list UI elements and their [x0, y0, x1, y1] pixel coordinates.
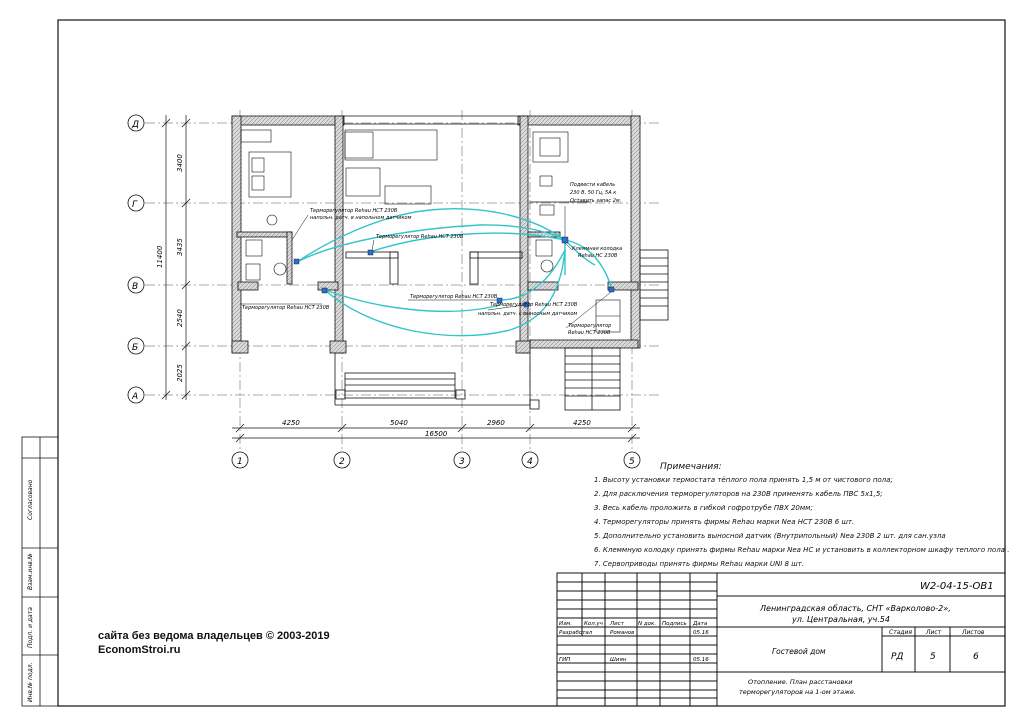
axis-lines: [145, 110, 660, 450]
label-terminal-1: Клеммная колодка: [572, 246, 623, 252]
axis-letter-d: Д: [132, 120, 140, 130]
tb-h-podp: Подпись: [662, 621, 687, 627]
label-thermostat-1-sensor: напольн. датч. в напольном датчиком: [310, 215, 412, 221]
side-stamp-sign: Подп. и дата: [27, 607, 34, 648]
vdim-3: 2540: [176, 309, 184, 327]
tb-sheet-title-1: Отопление. План расстановки: [748, 678, 853, 686]
axis-letter-g: Г: [132, 200, 138, 210]
watermark-line-1: сайта без ведома владельцев © 2003-2019: [98, 630, 330, 642]
tb-code: W2-04-15-OВ1: [920, 581, 994, 592]
axis-number-2: 2: [339, 457, 345, 467]
tb-object: Гостевой дом: [772, 647, 826, 656]
tb-address-2: ул. Центральная, уч.54: [792, 615, 890, 624]
tb-stage: РД: [891, 652, 904, 662]
axis-letter-v: В: [132, 282, 139, 292]
label-thermostat-4-sensor: напольн. датч. с выносным датчиком: [478, 311, 578, 317]
label-thermostat-6b: Rehau НСТ 230В: [568, 330, 611, 336]
tb-h-ndok: N док.: [638, 621, 657, 627]
label-terminal-2: Rehau НС 230В: [578, 253, 618, 259]
axis-number-3: 3: [459, 457, 465, 467]
label-thermostat-6a: Терморегулятор: [568, 323, 612, 329]
tb-h-kol: Кол.уч: [584, 621, 604, 627]
vdim-total: 11400: [156, 245, 164, 268]
tb-date-2: 05.16: [693, 657, 709, 663]
axis-number-1: 1: [237, 457, 243, 467]
label-power-1: Подвести кабель: [570, 182, 616, 188]
hdim-total: 16500: [425, 430, 448, 438]
tb-address-1: Ленинградская область, СНТ «Варколово-2»,: [760, 604, 951, 613]
note-7: 7. Сервоприводы принять фирмы Rehau марки UNI 8 шт.: [594, 560, 804, 568]
side-stamp-inv: Инв.№ подл.: [27, 662, 34, 702]
tb-h-data: Дата: [693, 621, 708, 627]
axis-number-5: 5: [629, 457, 635, 467]
tb-sheet-title-2: терморегуляторов на 1-ом этаже.: [739, 688, 856, 696]
tb-h-sheet: Лист: [926, 629, 942, 636]
note-3: 3. Весь кабель проложить в гибкой гофротрубе ПВХ 20мм;: [594, 504, 813, 512]
tb-sheet: 5: [930, 652, 936, 662]
axis-letter-bubbles: [128, 115, 144, 403]
label-power-3: Оставить запас 2м.: [570, 198, 622, 204]
axis-letter-a: А: [132, 392, 139, 402]
label-thermostat-1: Терморегулятор Rehau НСТ 230В: [310, 208, 398, 214]
watermark-line-2: EconomStroi.ru: [98, 644, 181, 656]
label-thermostat-5: Терморегулятор Rehau НСТ 230В: [490, 302, 578, 308]
label-thermostat-4: Терморегулятор Rehau НСТ 230В: [410, 294, 498, 300]
note-1: 1. Высоту установки термостата тёплого пола принять 1,5 м от чистового пола;: [594, 476, 893, 484]
side-stamp-agreed: Согласовано: [27, 479, 34, 520]
note-5: 5. Дополнительно установить выносной датчик (Внутрипольный) Nea 230В 2 шт. для сан.узла: [594, 532, 946, 540]
title-block-grid: [557, 573, 1005, 706]
note-4: 4. Терморегуляторы принять фирмы Rehau марки Nea НСТ 230В 6 шт.: [594, 518, 855, 526]
tb-name-2: Шиян: [610, 657, 627, 663]
label-power-2: 230 В, 50 Гц, 5А к: [570, 190, 617, 196]
vdim-1: 3400: [176, 154, 184, 172]
note-2: 2. Для расключения терморегуляторов на 230В применять кабель ПВС 5х1,5;: [594, 490, 883, 498]
tb-role-2: ГИП: [559, 657, 571, 663]
tb-h-stage: Стадия: [889, 629, 913, 636]
tb-name-1: Романов: [610, 630, 635, 636]
label-thermostat-3: Терморегулятор Rehau НСТ 230В: [242, 305, 330, 311]
tb-date-1: 05.16: [693, 630, 709, 636]
hdim-4: 4250: [573, 419, 591, 427]
notes-title: Примечания:: [660, 462, 722, 472]
note-6: 6. Клеммную колодку принять фирмы Rehau марки Nea НС и установить в коллекторном шкафу теплого пола .: [594, 546, 1010, 554]
tb-h-izm: Изм.: [559, 621, 572, 627]
hdim-3: 2960: [487, 419, 505, 427]
hdim-1: 4250: [282, 419, 300, 427]
tb-role-1: Разработал: [559, 630, 593, 636]
side-stamp-replace: Взам.инв.№: [27, 553, 34, 590]
label-thermostat-2: Терморегулятор Rehau НСТ 230В: [376, 234, 464, 240]
axis-number-bubbles: [232, 452, 640, 468]
vdim-4: 2025: [176, 364, 184, 382]
tb-sheets: 6: [973, 652, 979, 662]
axis-number-4: 4: [527, 457, 533, 467]
hdim-2: 5040: [390, 419, 408, 427]
tb-h-list: Лист: [610, 621, 624, 627]
tb-h-sheets: Листов: [962, 629, 985, 636]
vdim-2: 3435: [176, 238, 184, 256]
axis-letter-b: Б: [132, 343, 139, 353]
